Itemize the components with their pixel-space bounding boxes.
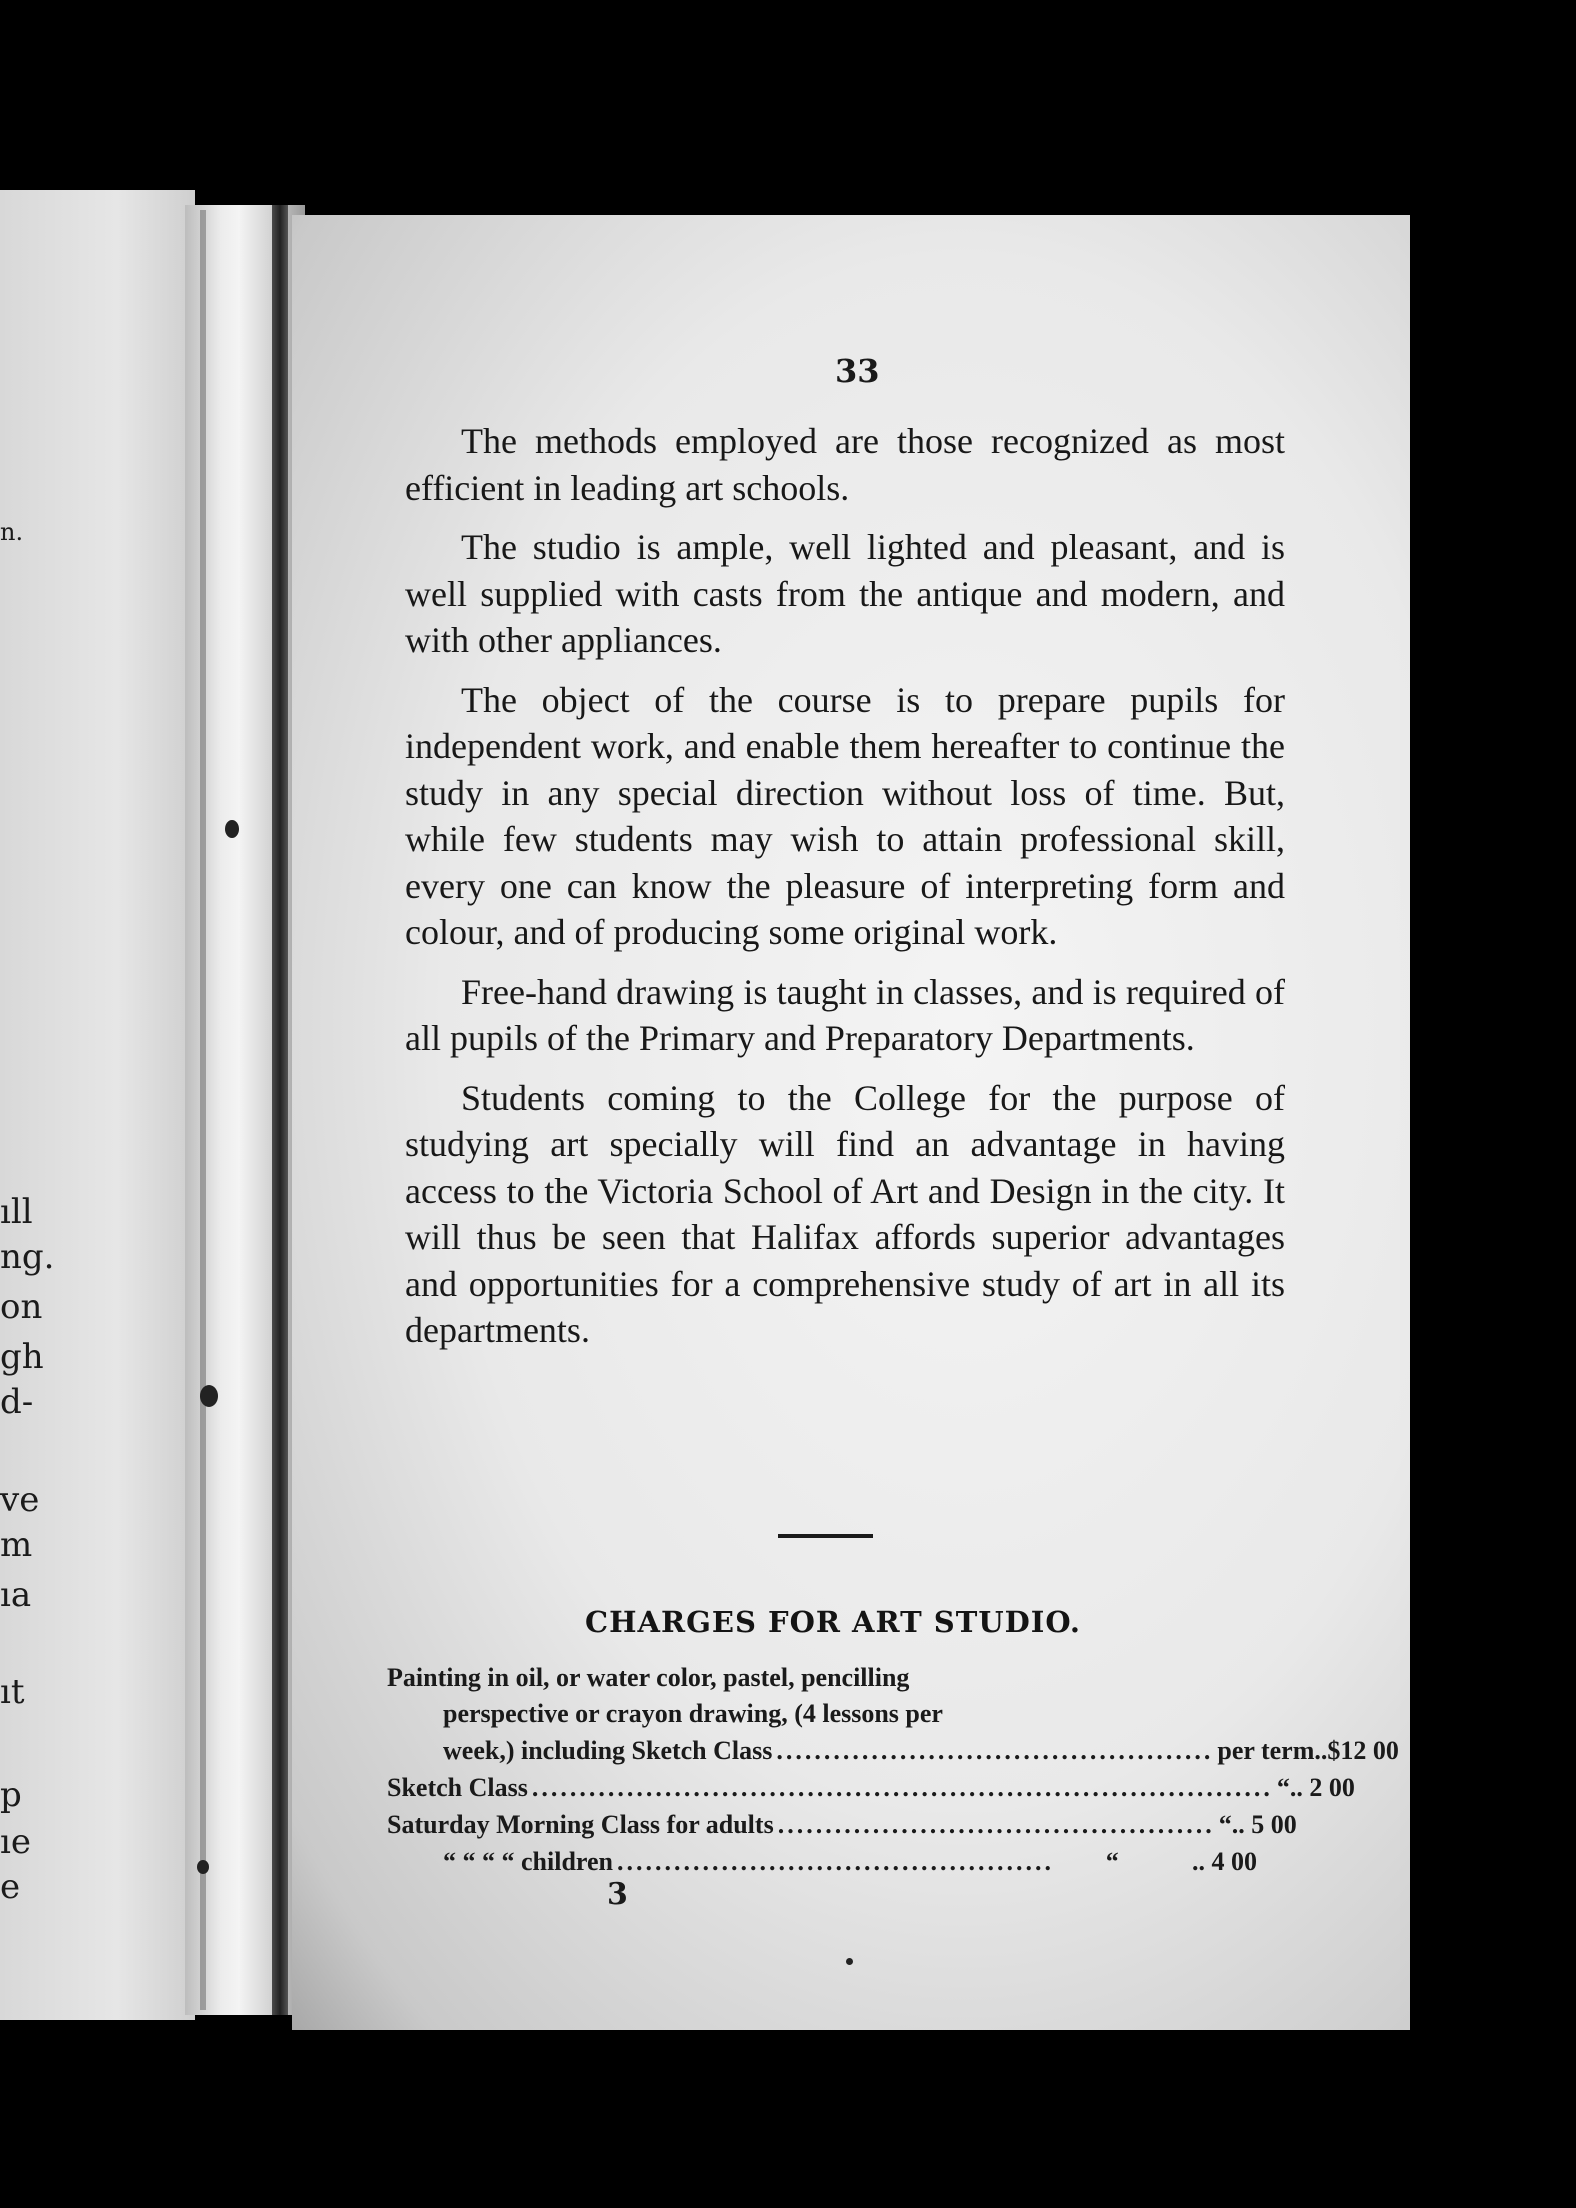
- paragraph: The methods employed are those recognized as most efficient in leading art schools.: [405, 421, 1285, 508]
- signature-mark: 3: [607, 1877, 628, 1912]
- charges-row: [387, 1732, 1399, 1769]
- charges-row-unit: “: [1218, 1810, 1232, 1839]
- left-page-fragment: p: [0, 1775, 22, 1815]
- charges-row: [387, 1806, 1297, 1843]
- charges-row-price: .. 2 00: [1289, 1773, 1355, 1802]
- charges-row: [387, 1769, 1355, 1806]
- charges-row-unit: “: [1105, 1847, 1119, 1876]
- left-page-fragment: ıt: [0, 1672, 25, 1712]
- charges-row-description: Sketch Class: [387, 1773, 528, 1802]
- left-page-fragment: d-: [0, 1382, 34, 1422]
- charges-row-description: week,) including Sketch Class: [443, 1736, 773, 1765]
- charges-row-price: .. 4 00: [1192, 1847, 1257, 1876]
- charges-row-description: Saturday Morning Class for adults: [387, 1810, 774, 1839]
- leader-dots: ..............................................: [777, 1810, 1215, 1839]
- leader-dots: ..............................................: [776, 1736, 1214, 1765]
- charges-table: [387, 1660, 1399, 1880]
- left-page-fragment: ıe: [0, 1822, 31, 1862]
- left-page-fragment: n.: [0, 518, 24, 546]
- left-page-fragment: m: [0, 1525, 33, 1565]
- paragraph: The studio is ample, well lighted and pleasant, and is well supplied with casts from the antique and modern, and with other appliances.: [405, 527, 1285, 660]
- charges-intro-line: perspective or crayon drawing, (4 lessons per: [443, 1699, 943, 1728]
- left-page-fragment: ıa: [0, 1575, 32, 1615]
- binding-shadow: [272, 205, 288, 2015]
- charges-row: [387, 1843, 1257, 1880]
- left-page-fragment: ng.: [0, 1237, 55, 1277]
- ink-speck: [225, 820, 239, 838]
- charges-row-unit: “: [1276, 1773, 1290, 1802]
- charges-intro-line: Painting in oil, or water color, pastel, pencilling: [387, 1663, 910, 1692]
- left-page-fragment: gh: [0, 1337, 44, 1377]
- left-page-fragment: ıll: [0, 1192, 33, 1232]
- charges-heading: CHARGES FOR ART STUDIO.: [585, 1605, 1081, 1639]
- paragraph: Free-hand drawing is taught in classes, and is required of all pupils of the Primary and Preparatory Departments.: [405, 971, 1285, 1058]
- charges-row-description: “ “ “ “ children: [443, 1847, 613, 1876]
- ink-speck: [200, 1385, 218, 1407]
- charges-row-unit: per term: [1217, 1736, 1315, 1765]
- left-page: [0, 190, 195, 2020]
- leader-dots: ..............................................................................: [531, 1773, 1273, 1802]
- charges-row-price: .. 5 00: [1231, 1810, 1297, 1839]
- left-page-fragment: ve: [0, 1480, 40, 1520]
- left-page-fragment: e: [0, 1867, 21, 1907]
- gutter-crease: [200, 210, 206, 2010]
- paragraph: The object of the course is to prepare pupils for independent work, and enable them hereafter to continue the study in any special direction without loss of time. But, while few students may wish to attain professional skill, every one can know the pleasure of interpreting form and colour, and of producing some original work.: [405, 679, 1285, 952]
- paragraph: Students coming to the College for the purpose of studying art specially will find an advantage in having access to the Victoria School of Art and Design in the city. It will thus be seen that Halifax affords superior advantages and opportunities for a comprehensive study of art in all its departments.: [405, 1077, 1285, 1350]
- ink-speck: [846, 1958, 853, 1965]
- page-number: 33: [835, 352, 880, 390]
- leader-dots: ..............................................: [616, 1847, 1054, 1876]
- page-body: [405, 418, 1285, 1367]
- charges-intro: [387, 1660, 1257, 1732]
- charges-row-price: ..$12 00: [1314, 1736, 1399, 1765]
- section-divider: [778, 1534, 873, 1538]
- left-page-fragment: on: [0, 1287, 43, 1327]
- ink-speck: [197, 1860, 209, 1874]
